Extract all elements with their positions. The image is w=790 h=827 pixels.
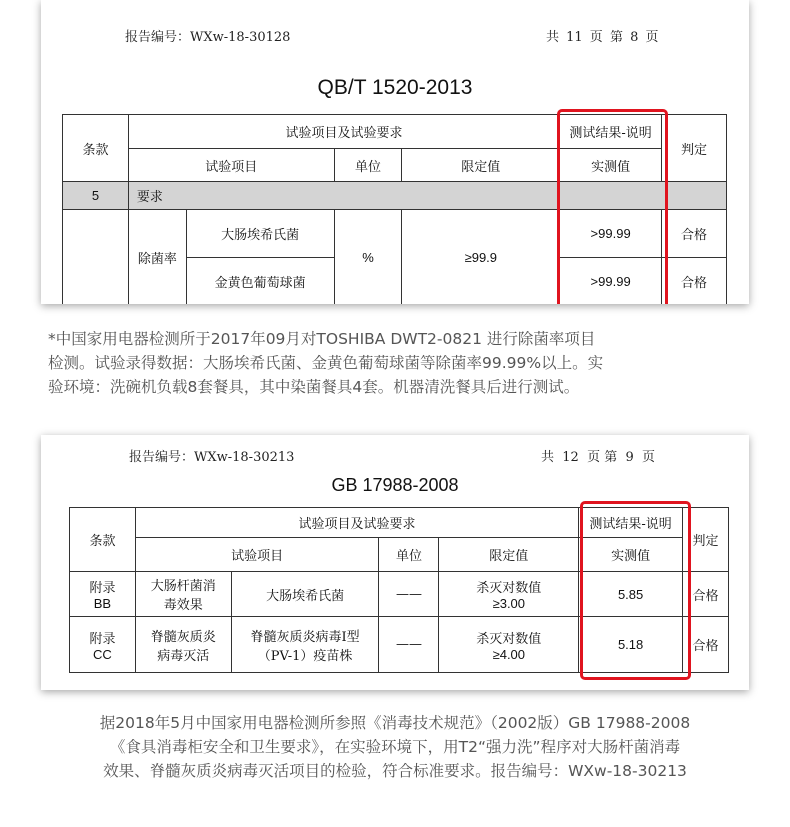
item-cell [231, 617, 379, 673]
limit-line: ≥3.00 [492, 596, 526, 611]
limit-line: ≥4.00 [492, 646, 526, 662]
clause-cell [70, 572, 136, 617]
report-number: 报告编号：WXw-18-30213 [129, 450, 295, 465]
report-number: 报告编号：WXw-18-30128 [125, 30, 291, 45]
caption-line: 检测。试验录得数据：大肠埃希氏菌、金黄色葡萄球菌等除菌率99.99%以上。实 [48, 354, 604, 372]
header-verdict: 判定 [683, 508, 729, 572]
caption-1 [48, 327, 748, 399]
measured-cell: >99.99 [560, 210, 662, 258]
item-line: （PV-1）疫苗株 [257, 648, 353, 664]
item-cell [231, 572, 379, 617]
group-label: 除菌率 [128, 210, 186, 305]
caption-line: 据2018年5月中国家用电器检测所参照《消毒技术规范》（2002版）GB 17988-2008 [99, 714, 691, 732]
header-item: 试验项目 [128, 149, 334, 182]
test-report-card-2 [41, 435, 749, 690]
caption-line: *中国家用电器检测所于2017年09月对TOSHIBA DWT2-0821 进行除菌率项目 [48, 330, 596, 348]
group-cell [135, 572, 231, 617]
highlight-box [580, 501, 691, 680]
header-unit: 单位 [334, 149, 402, 182]
standard-title: GB 17988-2008 [331, 475, 459, 495]
item-line: 脊髓灰质炎病毒Ⅰ型 [250, 629, 360, 645]
clause-line: BB [93, 596, 112, 611]
header-result-desc: 测试结果-说明 [579, 508, 683, 538]
caption-line: 效果、脊髓灰质炎病毒灭活项目的检验，符合标准要求。报告编号：WXw-18-30213 [103, 762, 687, 780]
verdict-cell: 合格 [662, 210, 727, 258]
header-clause: 条款 [70, 508, 136, 572]
header-measured: 实测值 [579, 538, 683, 572]
group-line: 大肠杆菌消 [150, 579, 216, 594]
page-indicator: 共 12 页 第 9 页 [541, 450, 656, 465]
header-item: 试验项目 [135, 538, 379, 572]
header-limit: 限定值 [402, 149, 560, 182]
unit-cell: —— [379, 572, 439, 617]
verdict-cell: 合格 [683, 572, 729, 617]
clause-cell [70, 617, 136, 673]
header-verdict: 判定 [662, 115, 727, 182]
header-unit: 单位 [379, 538, 439, 572]
unit-cell: —— [379, 617, 439, 673]
item-cell: 大肠埃希氏菌 [186, 210, 334, 258]
header-limit: 限定值 [439, 538, 579, 572]
measured-cell: >99.99 [560, 258, 662, 305]
page-indicator: 共 11 页 第 8 页 [546, 30, 659, 45]
caption-line: 验环境：洗碗机负载8套餐具，其中染菌餐具4套。机器清洗餐具后进行测试。 [48, 378, 580, 396]
measured-cell: 5.85 [579, 572, 683, 617]
group-line: 病毒灭活 [157, 648, 210, 664]
caption-line: 《食具消毒柜安全和卫生要求》，在实验环境下，用T2“强力洗”程序对大肠杆菌消毒 [109, 738, 681, 756]
item-cell: 金黄色葡萄球菌 [186, 258, 334, 305]
clause-line: 附录 [89, 631, 116, 647]
blank-clause-cell [63, 210, 129, 305]
section-label: 要求 [128, 182, 726, 210]
header-result-desc: 测试结果-说明 [560, 115, 662, 149]
measured-cell: 5.18 [579, 617, 683, 673]
limit-cell: ≥99.9 [402, 210, 560, 305]
limit-cell [439, 617, 579, 673]
item-line: 大肠埃希氏菌 [266, 588, 345, 604]
limit-line: 杀灭对数值 [476, 581, 542, 596]
section-number: 5 [63, 182, 129, 210]
verdict-cell: 合格 [683, 617, 729, 673]
limit-cell [439, 572, 579, 617]
verdict-cell: 合格 [662, 258, 727, 305]
clause-line: CC [93, 646, 112, 662]
group-cell [135, 617, 231, 673]
unit-cell: % [334, 210, 402, 305]
header-items-req: 试验项目及试验要求 [135, 508, 578, 538]
group-line: 脊髓灰质炎 [150, 629, 216, 645]
header-measured: 实测值 [560, 149, 662, 182]
highlight-box [557, 109, 668, 304]
limit-line: 杀灭对数值 [476, 631, 542, 647]
header-items-req: 试验项目及试验要求 [128, 115, 559, 149]
caption-2 [20, 711, 770, 783]
clause-line: 附录 [89, 581, 116, 596]
header-clause: 条款 [63, 115, 129, 182]
group-line: 毒效果 [163, 598, 203, 613]
standard-title: QB/T 1520-2013 [317, 76, 473, 99]
test-report-card-1 [41, 0, 749, 304]
